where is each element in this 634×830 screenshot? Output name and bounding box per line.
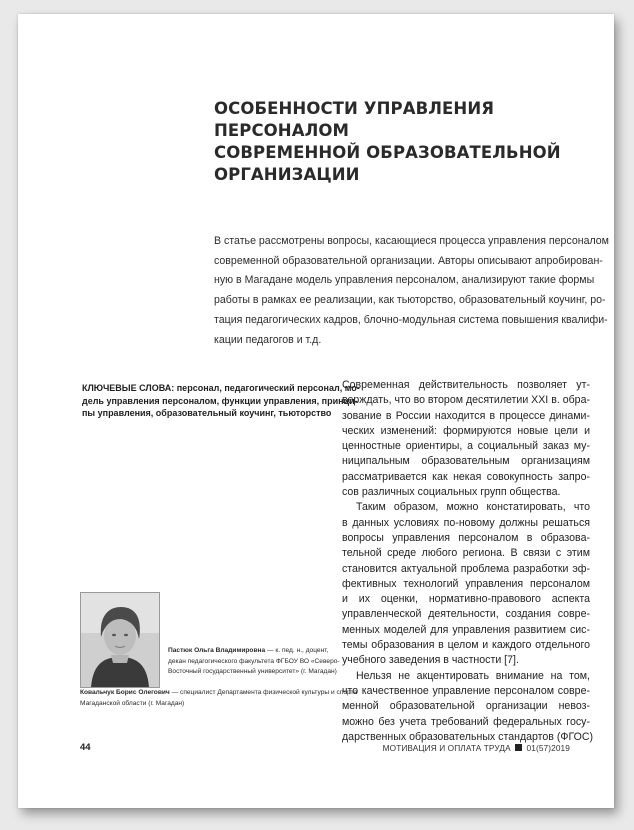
keywords-block <box>82 382 360 420</box>
body-line: Нельзя не акцентировать внимание на том, <box>356 669 590 682</box>
body-line: учебного заведения в частности [7]. <box>342 654 519 667</box>
journal-issue: 01(57)2019 <box>526 743 570 753</box>
journal-name: МОТИВАЦИЯ И ОПЛАТА ТРУДА <box>382 743 511 753</box>
square-bullet-icon <box>515 744 522 751</box>
body-line: темы образования в целом и каждого отдельного <box>342 639 590 652</box>
title-line: ОРГАНИЗАЦИИ <box>214 165 360 184</box>
title-line: СОВРЕМЕННОЙ ОБРАЗОВАТЕЛЬНОЙ <box>214 143 561 162</box>
body-line: Современная действительность позволяет ут- <box>342 379 590 391</box>
keywords-line: пы управления, образовательный коучинг, тьюторство <box>82 408 332 419</box>
abstract-line: кации педагогов и т.д. <box>214 333 322 346</box>
author-1-line: декан педагогического факультета ФГБОУ ВО «Северо- <box>168 657 340 665</box>
keywords-line: персонал, педагогический персонал, мо- <box>174 383 360 393</box>
article-body <box>342 378 594 745</box>
journal-page <box>18 14 614 808</box>
body-line: и их оценки, нормативно-правового аспекта <box>342 593 590 606</box>
abstract-line: современной образовательной организации. Авторы описывают апробирован- <box>214 254 603 267</box>
running-footer <box>383 743 570 753</box>
body-line: менной образовательной организации невоз- <box>342 700 590 713</box>
body-line: сов различных социальных групп общества. <box>342 486 561 499</box>
body-line: становится актуальной проблема разработки эф- <box>342 562 590 575</box>
author-1-name: Пастюк Ольга Владимировна <box>168 647 266 654</box>
body-line: верждать, что во втором десятилетии XXI в. обра- <box>342 394 590 407</box>
author-portrait-image <box>81 593 159 687</box>
body-line: можно без учета требований федеральных госу- <box>342 715 590 728</box>
keywords-label: КЛЮЧЕВЫЕ СЛОВА: <box>82 383 175 393</box>
author-2-line: Магаданской области (г. Магадан) <box>80 699 185 707</box>
author-photo <box>80 592 160 688</box>
body-line: в данных условиях по-новому должны решаться <box>342 516 590 529</box>
body-line: менных моделей для управления развитием сис- <box>342 623 590 636</box>
body-line: ческих изменений: формируются новые цели и <box>342 424 590 437</box>
body-line: дарственных образовательных стандартов (ФГОС) <box>342 730 594 743</box>
body-line: что качественное управление персоналом совре- <box>342 684 590 697</box>
author-1-info <box>168 646 338 678</box>
body-line: зование в России находится в процессе динами- <box>342 409 590 422</box>
body-line: управленческой деятельности, создания совре- <box>342 608 590 621</box>
body-line: вопросы управления персоналом в образова- <box>342 531 590 544</box>
author-1-line: — к. пед. н., доцент, <box>265 647 329 654</box>
abstract-line: В статье рассмотрены вопросы, касающиеся процесса управления персоналом <box>214 235 609 247</box>
body-line: Таким образом, можно констатировать, что <box>356 501 590 514</box>
body-line: ценностные ориентиры, а социальный заказ му- <box>342 440 590 453</box>
article-abstract <box>214 232 609 350</box>
body-line: ниципальным образовательным организациям <box>342 455 590 468</box>
author-2-info <box>80 688 358 709</box>
keywords-line: дель управления персоналом, функции управления, принци- <box>82 395 358 406</box>
page-number: 44 <box>80 742 91 753</box>
abstract-line: тация педагогических кадров, блочно-модульная система повышения квалифи- <box>214 313 608 326</box>
body-line: рассматривается как некая совокупность запро- <box>342 470 590 483</box>
author-2-line: — специалист Департамента физической культуры и спорта <box>169 689 358 696</box>
body-line: тельной среде любого региона. В связи с этим <box>342 547 590 560</box>
author-1-line: Восточный государственный университет» (г. Магадан) <box>168 668 337 676</box>
title-line: ОСОБЕННОСТИ УПРАВЛЕНИЯ ПЕРСОНАЛОМ <box>214 99 495 140</box>
body-line: фективных технологий управления персоналом <box>342 577 590 590</box>
author-2-name: Ковальчук Борис Олегович <box>80 689 170 696</box>
abstract-line: ную в Магадане модель управления персоналом, анализируют такие формы <box>214 274 595 287</box>
article-title <box>214 98 594 186</box>
abstract-line: работы в рамках ее реализации, как тьюторство, образовательный коучинг, ро- <box>214 294 606 307</box>
